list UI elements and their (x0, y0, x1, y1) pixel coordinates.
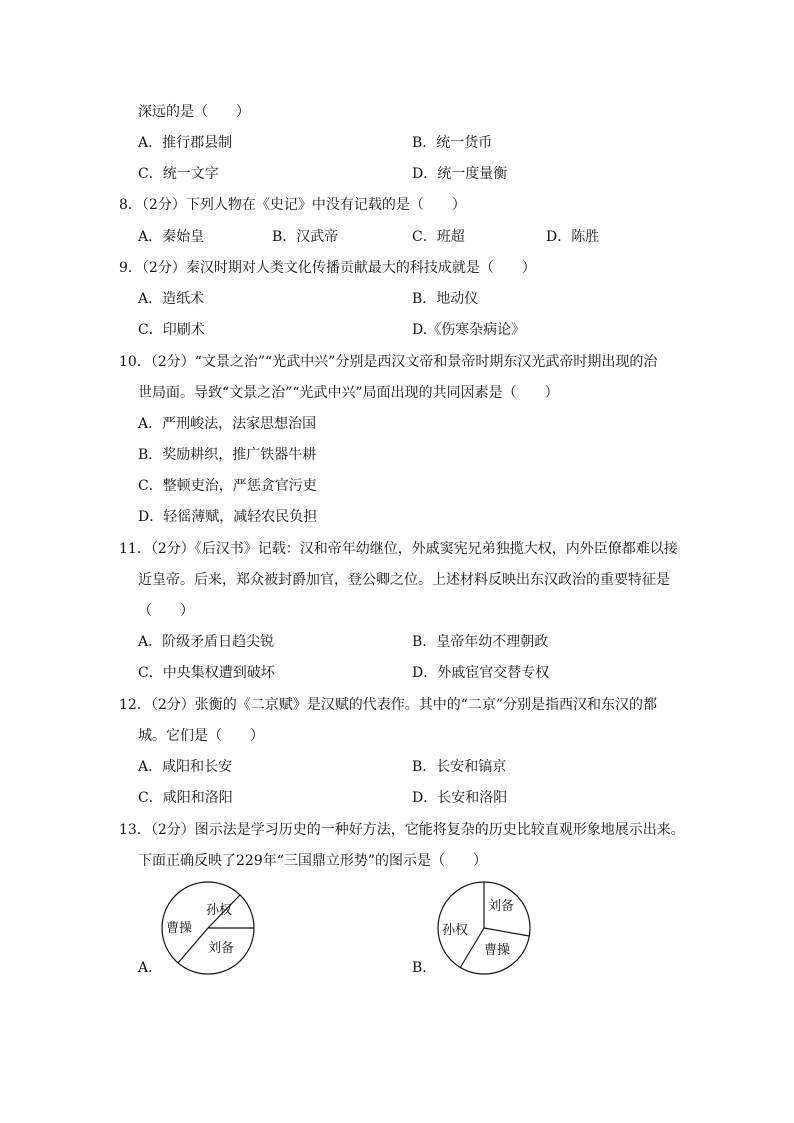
q9-option-b[interactable]: B．地动仪 (412, 291, 479, 307)
q7-option-d[interactable]: D．统一度量衡 (412, 166, 508, 182)
q8-option-a[interactable]: A．秦始皇 (138, 229, 205, 245)
q8-option-d[interactable]: D．陈胜 (546, 229, 600, 245)
q9-option-d[interactable]: D.《伤寒杂病论》 (412, 322, 526, 338)
q13-stem-line1: 13．（2分）图示法是学习历史的一种好方法，它能将复杂的历史比较直观形象地展示出来。 (119, 822, 685, 838)
q11-option-b[interactable]: B．皇帝年幼不理朝政 (412, 634, 549, 650)
q13-diagram-b-svg (436, 880, 532, 976)
q11-option-d[interactable]: D．外戚宦官交替专权 (412, 665, 550, 681)
q8-stem: 8．（2分）下列人物在《史记》中没有记载的是（ ） (119, 197, 466, 213)
q9-option-c[interactable]: C．印刷术 (138, 322, 205, 338)
q11-stem-line3: （ ） (138, 603, 194, 619)
diagram-a-sector-sunquan: 孙权 (206, 903, 233, 918)
diagram-b-divider-2 (484, 928, 529, 936)
q11-stem-line2: 近皇帝。后来，郑众被封爵加官，登公卿之位。上述材料反映出东汉政治的重要特征是 (138, 572, 670, 588)
q13-diagram-a[interactable] (160, 880, 256, 976)
q13-option-b-label[interactable]: B． (412, 960, 437, 976)
q12-stem-line1: 12．（2分）张衡的《二京赋》是汉赋的代表作。其中的“二京”分别是指西汉和东汉的都 (119, 697, 658, 713)
q10-option-b[interactable]: B．奖励耕织，推广铁器牛耕 (138, 447, 317, 463)
diagram-a-sector-caocao: 曹操 (166, 921, 193, 936)
q8-option-c[interactable]: C．班超 (412, 229, 465, 245)
diagram-b-sector-liubei: 刘备 (488, 899, 515, 914)
q13-diagram-b[interactable] (436, 880, 532, 976)
q12-option-c[interactable]: C．咸阳和洛阳 (138, 790, 233, 806)
q7-option-b[interactable]: B．统一货币 (412, 135, 493, 151)
q13-option-a-label[interactable]: A． (138, 960, 163, 976)
q10-option-d[interactable]: D．轻徭薄赋，减轻农民负担 (138, 509, 318, 525)
q8-option-b[interactable]: B．汉武帝 (272, 229, 339, 245)
diagram-a-sector-liubei: 刘备 (208, 941, 235, 956)
q10-option-a[interactable]: A．严刑峻法，法家思想治国 (138, 416, 317, 432)
q13-diagram-a-svg (160, 880, 256, 976)
q7-stem-continuation: 深远的是（ ） (138, 104, 250, 120)
q9-option-a[interactable]: A．造纸术 (138, 291, 205, 307)
q12-option-a[interactable]: A．咸阳和长安 (138, 759, 233, 775)
q12-option-d[interactable]: D．长安和洛阳 (412, 790, 508, 806)
q11-option-a[interactable]: A．阶级矛盾日趋尖锐 (138, 634, 275, 650)
q11-option-c[interactable]: C．中央集权遭到破坏 (138, 665, 275, 681)
q10-option-c[interactable]: C．整顿吏治，严惩贪官污吏 (138, 478, 317, 494)
q7-option-a[interactable]: A．推行郡县制 (138, 135, 233, 151)
q10-stem-line1: 10．（2分）“文景之治”“光武中兴”分别是西汉文帝和景帝时期东汉光武帝时期出现的治 (119, 354, 658, 370)
q9-stem: 9．（2分）秦汉时期对人类文化传播贡献最大的科技成就是（ ） (119, 260, 536, 276)
diagram-b-sector-caocao: 曹操 (484, 943, 511, 958)
q12-stem-line2: 城。它们是（ ） (138, 728, 264, 744)
q7-option-c[interactable]: C．统一文字 (138, 166, 219, 182)
q11-stem-line1: 11．（2分）《后汉书》记载：汉和帝年幼继位，外戚窦宪兄弟独揽大权，内外臣僚都难以接 (119, 541, 678, 557)
q12-option-b[interactable]: B．长安和镐京 (412, 759, 507, 775)
q10-stem-line2: 世局面。导致“文景之治”“光武中兴”局面出现的共同因素是（ ） (138, 385, 559, 401)
q13-stem-line2: 下面正确反映了229年“三国鼎立形势”的图示是（ ） (138, 853, 488, 869)
diagram-b-sector-sunquan: 孙权 (442, 923, 469, 938)
